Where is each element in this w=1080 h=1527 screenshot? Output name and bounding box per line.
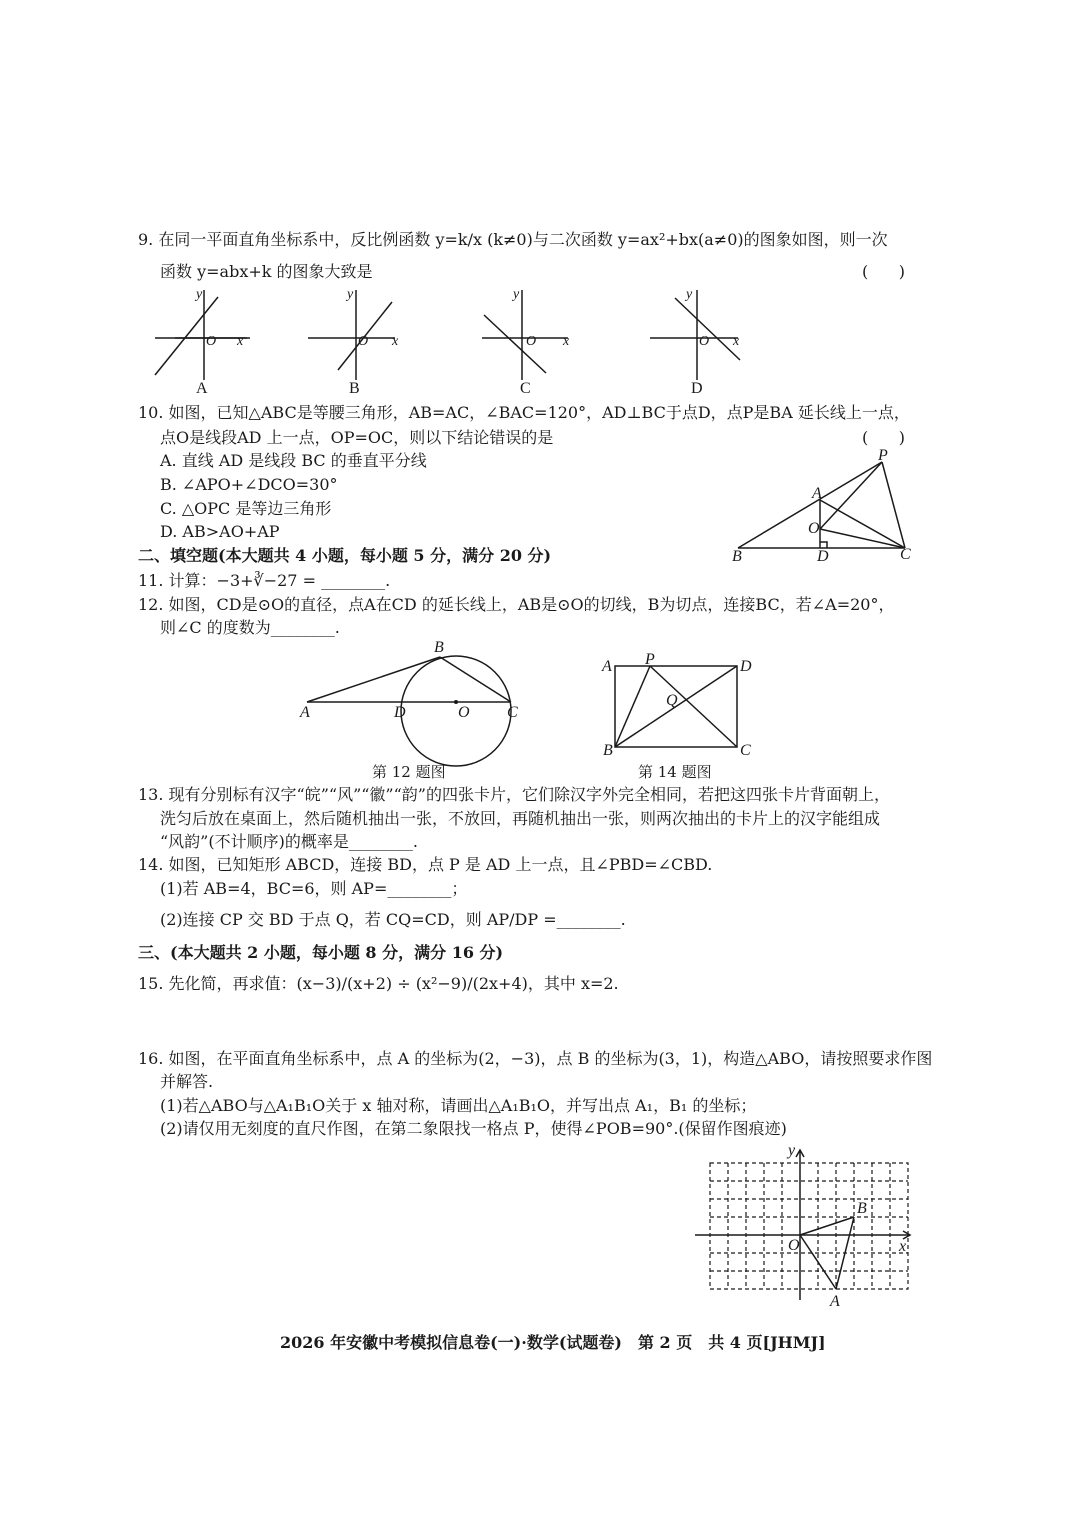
q9-graph-a	[155, 290, 250, 380]
q10-line1: 10. 如图，已知△ABC是等腰三角形，AB=AC，∠BAC=120°，AD⊥BC于点D，点P是BA 延长线上一点，	[138, 403, 910, 422]
q10-label-a: A	[812, 485, 822, 502]
q10-label-o: O	[808, 520, 820, 537]
fig12-label-o: O	[458, 704, 470, 721]
svg-text:x: x	[237, 334, 244, 349]
q9-line2: 函数 y=abx+k 的图象大致是	[160, 262, 373, 281]
q9-option-c: C	[520, 380, 531, 397]
fig14-label-d: D	[740, 658, 752, 675]
q16-label-x: x	[899, 1238, 907, 1255]
fig12-label-b: B	[434, 639, 444, 656]
svg-text:O: O	[358, 334, 369, 349]
q9-option-b: B	[349, 380, 360, 397]
q10-option-a: A. 直线 AD 是线段 BC 的垂直平分线	[160, 451, 427, 470]
q15: 15. 先化简，再求值：(x−3)/(x+2) ÷ (x²−9)/(2x+4)，其中 x=2.	[138, 974, 619, 993]
q9-graph-d	[650, 290, 740, 380]
q9-graph-c	[482, 290, 568, 380]
q12-line1: 12. 如图，CD是⊙O的直径，点A在CD 的延长线上，AB是⊙O的切线，B为切点，连接BC，若∠A=20°，	[138, 595, 895, 614]
q16-line1: 16. 如图，在平面直角坐标系中，点 A 的坐标为(2，−3)，点 B 的坐标为(3，1)，构造△ABO，请按照要求作图	[138, 1049, 933, 1068]
q16-axes-triangle	[695, 1150, 910, 1300]
q10-figure	[738, 462, 905, 548]
svg-text:x: x	[733, 334, 740, 349]
svg-text:y: y	[347, 287, 354, 302]
q10-label-p: P	[878, 447, 888, 464]
fig14-label-q: Q	[666, 692, 678, 709]
q9-axis-labels	[194, 287, 740, 349]
q16-line2: 并解答.	[160, 1072, 214, 1091]
q10-line2: 点O是线段AD 上一点，OP=OC，则以下结论错误的是	[160, 428, 554, 447]
section-2-heading: 二、填空题(本大题共 4 小题，每小题 5 分，满分 20 分)	[138, 546, 552, 565]
q10-label-b: B	[732, 548, 742, 565]
q10-option-b: B. ∠APO+∠DCO=30°	[160, 475, 338, 494]
fig14-label-p: P	[645, 651, 655, 668]
q13-line3: “风韵”(不计顺序)的概率是________.	[160, 832, 418, 851]
q9-graph-b	[308, 290, 395, 380]
q9-option-d: D	[691, 380, 703, 397]
q16-line4: (2)请仅用无刻度的直尺作图，在第二象限找一格点 P，使得∠POB=90°.(保留作图痕迹)	[160, 1119, 787, 1138]
page-footer: 2026 年安徽中考模拟信息卷(一)·数学(试题卷) 第 2 页 共 4 页[JHMJ]	[280, 1333, 826, 1352]
q16-label-b: B	[857, 1200, 867, 1217]
q12-line2: 则∠C 的度数为________.	[160, 618, 340, 637]
q9-answer-paren: ( )	[862, 262, 905, 281]
svg-text:y: y	[513, 287, 520, 302]
svg-text:O: O	[699, 334, 710, 349]
q10-option-d: D. AB>AO+AP	[160, 522, 280, 541]
section-3-heading: 三、(本大题共 2 小题，每小题 8 分，满分 16 分)	[138, 943, 504, 962]
q11: 11. 计算：−3+∛−27 = ________.	[138, 571, 391, 590]
fig12	[307, 656, 511, 766]
q9-line1: 9. 在同一平面直角坐标系中，反比例函数 y=k/x (k≠0)与二次函数 y=ax²+bx(a≠0)的图象如图，则一次	[138, 230, 888, 249]
q10-label-d: D	[817, 548, 829, 565]
q9-option-a: A	[196, 380, 208, 397]
fig12-label-a: A	[300, 704, 310, 721]
fig12-label-c: C	[507, 704, 518, 721]
svg-text:x: x	[563, 334, 570, 349]
fig14-label-b: B	[603, 742, 613, 759]
q10-option-c: C. △OPC 是等边三角形	[160, 499, 332, 518]
fig14-caption: 第 14 题图	[638, 763, 712, 781]
q14-line2: (1)若 AB=4，BC=6，则 AP=________；	[160, 879, 468, 898]
q16-label-a: A	[830, 1293, 840, 1310]
svg-text:O: O	[526, 334, 537, 349]
fig12-caption: 第 12 题图	[372, 763, 446, 781]
svg-text:x: x	[392, 334, 399, 349]
svg-text:y: y	[686, 287, 693, 302]
fig14-label-c: C	[740, 742, 751, 759]
q16-grid	[710, 1163, 908, 1289]
fig12-label-d: D	[394, 704, 406, 721]
svg-text:y: y	[196, 287, 203, 302]
q16-label-y: y	[788, 1142, 796, 1159]
q10-answer-paren: ( )	[862, 428, 905, 447]
fig14-label-a: A	[602, 658, 612, 675]
q10-label-c: C	[900, 546, 911, 563]
svg-text:O: O	[206, 334, 217, 349]
q14-line3: (2)连接 CP 交 BD 于点 Q，若 CQ=CD，则 AP/DP =________.	[160, 910, 626, 929]
q14-line1: 14. 如图，已知矩形 ABCD，连接 BD，点 P 是 AD 上一点，且∠PBD=∠CBD.	[138, 855, 713, 874]
q16-line3: (1)若△ABO与△A₁B₁O关于 x 轴对称，请画出△A₁B₁O，并写出点 A₁，B₁ 的坐标；	[160, 1096, 757, 1115]
q13-line2: 洗匀后放在桌面上，然后随机抽出一张，不放回，再随机抽出一张，则两次抽出的卡片上的汉字能组成	[160, 809, 881, 828]
q16-label-o: O	[788, 1237, 800, 1254]
q13-line1: 13. 现有分别标有汉字“皖”“风”“徽”“韵”的四张卡片，它们除汉字外完全相同，若把这四张卡片背面朝上，	[138, 785, 890, 804]
